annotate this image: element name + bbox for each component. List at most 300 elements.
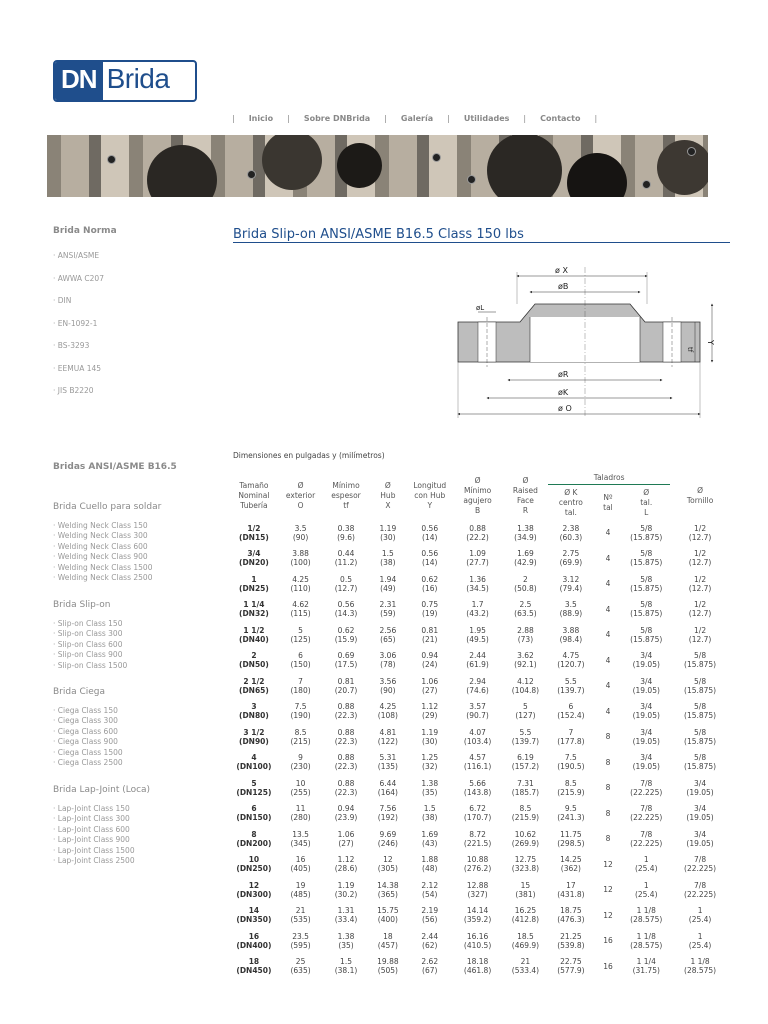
dimensions-note: Dimensiones en pulgadas y (milímetros) [233,451,385,460]
nav-item-0[interactable]: Inicio [248,114,274,123]
header-tf [323,472,368,520]
cell-line: (15.875) [684,736,717,746]
cell-line: (469.9) [511,940,540,950]
sidebar-link[interactable]: · Slip-on Class 150 [53,619,123,628]
table-row [230,903,730,929]
table-row [230,877,730,903]
nav-item-1[interactable]: Sobre DNBrida [303,114,371,123]
cell-k [548,826,593,852]
cell-line: (DN450) [236,966,272,976]
cell-line: 4.75 [562,651,580,661]
header-line: O [297,501,304,510]
cell-line: 12.75 [514,855,537,865]
cell-line: (38) [380,558,396,568]
cell-line: (19.05) [632,711,660,721]
cell-line: (79.4) [559,583,583,593]
cell-line: (19.05) [632,660,660,670]
sidebar-link[interactable]: · Welding Neck Class 1500 [53,562,153,572]
cell-line: 19 [295,880,306,890]
cell-line: (22.3) [334,762,358,772]
cell-line: (535) [290,915,311,925]
cell-line: (67) [422,966,438,976]
cell-n: 4 [605,681,611,691]
cell-line: 18 [383,931,393,941]
cell-size [230,546,278,572]
cell-x [369,954,407,980]
cell-n: 4 [605,706,611,716]
cell-line: (56) [422,915,438,925]
cell-line: 8.5 [294,727,307,737]
cell-b [452,750,502,776]
cell-line: 3/4 [640,676,653,686]
cell-line: (DN150) [236,813,272,823]
cell-line: (12.7) [688,634,712,644]
cell-b [452,622,502,648]
cell-line: (116.1) [463,762,492,772]
cell-line: 8.72 [469,829,486,839]
cell-k [548,877,593,903]
sidebar-link[interactable]: · Lap-Joint Class 600 [53,824,130,834]
cell-line: (431.8) [557,889,585,899]
cell-line: (215.9) [511,813,540,823]
cell-line: 0.56 [337,600,355,610]
sidebar-group-title: Brida Slip-on [53,600,111,610]
sidebar-link[interactable]: · Lap-Joint Class 2500 [53,856,135,865]
cell-n: 8 [605,834,611,844]
sidebar-link[interactable]: · Welding Neck Class 600 [53,541,148,551]
cell-o [278,954,323,980]
sidebar-link[interactable]: · Welding Neck Class 150 [53,521,148,530]
cell-line: 13.5 [292,829,309,839]
cell-b [452,724,502,750]
cell-r [503,622,548,648]
header-size [230,472,278,520]
header-n [594,485,623,521]
sidebar-link[interactable]: · Welding Neck Class 900 [53,552,148,562]
header-line: Longitud [413,481,447,490]
cell-line: (28.575) [630,915,663,925]
cell-x [369,877,407,903]
cell-tf [323,928,368,954]
cell-line: 6.72 [469,804,486,814]
cell-size [230,520,278,546]
cell-line: (476.3) [557,915,585,925]
cell-r [503,750,548,776]
cell-line: (22.3) [334,787,358,797]
nav-item-3[interactable]: Utilidades [463,114,510,123]
cell-line: (28.575) [684,966,717,976]
cell-line: (150) [290,660,311,670]
cell-size [230,826,278,852]
cell-x [369,826,407,852]
sidebar-link[interactable]: · Lap-Joint Class 1500 [53,845,135,855]
cell-o [278,622,323,648]
cell-line: (27.7) [466,558,489,568]
cell-line: (505) [377,966,398,976]
cell-line: 1.5 [381,549,394,559]
cell-n: 4 [605,604,611,614]
cell-line: 7/8 [694,880,707,890]
cell-line: 19.88 [377,957,399,967]
cell-k [548,724,593,750]
sidebar-link[interactable]: · Welding Neck Class 2500 [53,573,153,582]
flange-drawing [450,262,720,422]
cell-line: 3.62 [517,651,534,661]
cell-line: (362) [560,864,581,874]
cell-line: (28.6) [334,864,358,874]
cell-line: 6 [298,651,303,661]
cell-line: (35) [422,787,438,797]
cell-x [369,597,407,623]
cell-line: (139.7) [511,736,540,746]
label-o: ø O [558,404,572,413]
cell-line: 12 [383,855,393,865]
cell-line: (90) [292,532,309,542]
cell-line: 18.18 [466,957,489,967]
cell-size [230,597,278,623]
cell-line: 0.94 [421,651,439,661]
header-line: Hub [380,491,396,500]
cell-tf [323,852,368,878]
cell-x [369,571,407,597]
label-l: øL [476,304,485,312]
cell-line: (15.875) [684,660,717,670]
cell-line: (108) [377,711,398,721]
cell-line: (461.8) [463,966,492,976]
cell-line: (298.5) [557,838,585,848]
sidebar-norma-item[interactable]: · JIS B2220 [53,386,94,395]
cell-line: 1.7 [471,600,484,610]
cell-line: 5 [298,625,303,635]
cell-b [452,826,502,852]
sidebar-norma-item[interactable]: · EN-1092-1 [53,318,98,328]
cell-line: (595) [290,940,311,950]
logo-brida-text: Brida [106,63,170,94]
cell-line: (61.9) [466,660,489,670]
cell-line: 1 1/2 [243,625,265,635]
cell-line: (50.8) [514,583,537,593]
cell-line: 3/4 [694,778,707,788]
cell-l [622,597,670,623]
cell-line: 4 [251,753,257,763]
cell-line: (400) [377,915,398,925]
cell-line: 7/8 [640,804,653,814]
cell-line: 3/4 [640,651,653,661]
cell-line: (539.8) [557,940,585,950]
cell-t [670,877,730,903]
table-row [230,648,730,674]
sidebar-link[interactable]: · Lap-Joint Class 900 [53,835,130,845]
cell-line: (405) [290,864,311,874]
cell-line: 6 [251,804,257,814]
table-row [230,622,730,648]
cell-line: (54) [422,889,438,899]
cell-tf [323,571,368,597]
sidebar-link[interactable]: · Ciega Class 600 [53,726,118,736]
header-line: Mínimo [463,486,492,495]
cell-tf [323,877,368,903]
sidebar-link[interactable]: · Slip-on Class 900 [53,650,123,660]
cell-line: 0.94 [337,804,355,814]
cell-line: 7/8 [640,829,653,839]
cell-size [230,801,278,827]
cell-line: (12.7) [688,532,712,542]
cell-line: 4.25 [379,702,397,712]
cell-tf [323,724,368,750]
cell-y [407,775,452,801]
cell-size [230,954,278,980]
header-l [622,485,670,521]
cell-o [278,775,323,801]
cell-line: (305) [377,864,398,874]
cell-line: (139.7) [557,685,585,695]
cell-line: 1 [697,906,703,916]
cell-n: 16 [603,936,613,946]
cell-line: 2.75 [562,549,580,559]
cell-l [622,903,670,929]
cell-line: (22.3) [334,711,358,721]
cell-line: 2.44 [421,931,439,941]
header-line: tal. [640,497,653,507]
cell-line: 2.44 [469,651,486,661]
cell-line: (103.4) [463,736,492,746]
label-r: øR [558,370,569,379]
cell-line: (74.6) [466,685,489,695]
sidebar-link[interactable]: · Lap-Joint Class 300 [53,814,130,824]
sidebar-link[interactable]: · Slip-on Class 600 [53,639,123,649]
cell-line: 14.14 [466,906,489,916]
cell-o [278,750,323,776]
cell-tf [323,826,368,852]
cell-n: 4 [605,579,611,589]
cell-size [230,622,278,648]
nav-item-2[interactable]: Galería [400,114,434,123]
cell-o [278,903,323,929]
cell-line: 4.07 [469,727,486,737]
sidebar-link[interactable]: · Ciega Class 1500 [53,747,123,757]
cell-line: 1.5 [340,957,352,967]
cell-line: (157.2) [511,762,540,772]
cell-line: 1/2 [694,600,707,610]
sidebar-norma-item[interactable]: · ANSI/ASME [53,251,100,260]
cell-l [622,546,670,572]
cell-l [622,928,670,954]
header-line: Y [427,501,433,510]
sidebar-norma-item[interactable]: · EEMUA 145 [53,363,102,373]
cell-line: (192) [377,813,398,823]
cell-line: 3.5 [564,600,577,610]
cell-line: 18 [248,957,260,967]
cell-line: 0.56 [421,523,439,533]
cell-k [548,954,593,980]
cell-size [230,877,278,903]
cell-t [670,622,730,648]
cell-line: (63.5) [514,609,537,619]
sidebar-link[interactable]: · Ciega Class 900 [53,737,118,747]
cell-line: 0.88 [337,778,355,788]
header-line: agujero [463,496,492,505]
cell-y [407,546,452,572]
cell-line: 5/8 [694,753,707,763]
cell-line: (35) [338,940,354,950]
cell-line: 3.5 [294,523,307,533]
header-line: Tubería [240,501,268,510]
cell-tf [323,520,368,546]
cell-line: 2 [523,574,528,584]
sidebar-norma-item[interactable]: · BS-3293 [53,341,90,350]
cell-line: (DN90) [239,736,269,746]
cell-line: (43.2) [466,609,489,619]
cell-t [670,801,730,827]
header-line: Ø [643,487,650,497]
sidebar-link[interactable]: · Lap-Joint Class 150 [53,804,130,813]
cell-line: (215) [290,736,311,746]
cell-line: (115) [290,609,311,619]
cell-line: (59) [380,609,396,619]
cell-line: (24) [422,660,438,670]
cell-line: (23.9) [334,813,358,823]
cell-o [278,520,323,546]
sidebar-link[interactable]: · Ciega Class 150 [53,706,118,715]
cell-line: 6.19 [517,753,534,763]
cell-line: 1/2 [694,523,707,533]
cell-line: (164) [377,787,398,797]
cell-size [230,699,278,725]
cell-l [622,750,670,776]
cell-r [503,903,548,929]
cell-line: 3/4 [694,829,707,839]
cell-line: 1 [251,574,257,584]
cell-line: 0.44 [337,549,355,559]
cell-line: 1.19 [421,727,439,737]
cell-line: (412.8) [511,915,540,925]
cell-line: 1.95 [469,625,486,635]
cell-line: (170.7) [463,813,492,823]
cell-x [369,724,407,750]
cell-line: (DN50) [239,660,269,670]
cell-y [407,954,452,980]
cell-line: (127) [515,711,536,721]
table-row [230,826,730,852]
sidebar-link[interactable]: · Welding Neck Class 300 [53,531,148,541]
cell-line: (122) [377,736,398,746]
cell-line: (92.1) [514,660,537,670]
cell-x [369,673,407,699]
header-b [452,472,502,520]
cell-line: 17 [566,880,576,890]
banner-image [47,135,708,197]
cell-y [407,750,452,776]
cell-t [670,571,730,597]
cell-line: (110) [290,583,311,593]
cell-line: (19.05) [632,685,660,695]
cell-line: 2.5 [519,600,532,610]
cell-line: 1 1/8 [636,931,656,941]
header-line: X [385,501,391,510]
cell-line: (25.4) [634,889,658,899]
sidebar-link[interactable]: · Ciega Class 300 [53,716,118,726]
cell-line: (42.9) [514,558,537,568]
cell-line: (100) [290,558,311,568]
cell-line: (15.875) [630,609,663,619]
cell-line: 5.5 [519,727,532,737]
label-k: øK [558,388,569,397]
cell-line: 3/4 [694,804,707,814]
cell-line: 10.88 [466,855,489,865]
cell-tf [323,954,368,980]
cell-n: 8 [605,732,611,742]
cell-line: 0.81 [337,676,355,686]
table-row [230,520,730,546]
cell-tf [323,903,368,929]
cell-line: 2.56 [379,625,397,635]
cell-line: (22.225) [684,864,717,874]
cell-o [278,928,323,954]
cell-line: 8.5 [564,778,577,788]
header-line: B [475,506,481,515]
cell-line: (90) [380,685,396,695]
cell-line: (DN15) [239,532,269,542]
cell-line: (21) [422,634,438,644]
cell-line: (241.3) [557,813,585,823]
cell-line: 5/8 [640,549,653,559]
cell-line: 0.88 [469,523,486,533]
cell-line: (DN400) [236,940,272,950]
cell-line: 4.25 [292,574,309,584]
cell-n: 12 [603,910,613,920]
cell-line: (DN65) [239,685,269,695]
cell-line: 2.38 [562,523,580,533]
cell-y [407,801,452,827]
cell-line: (98.4) [559,634,583,644]
cell-line: 0.81 [421,625,439,635]
sidebar-link[interactable]: · Slip-on Class 1500 [53,660,128,670]
header-line: Ø K [564,487,578,497]
sidebar-link[interactable]: · Slip-on Class 300 [53,629,123,639]
cell-r [503,724,548,750]
cell-o [278,877,323,903]
sidebar-norma-item[interactable]: · AWWA C207 [53,273,104,283]
cell-line: 11.75 [560,829,582,839]
cell-line: 1 1/8 [636,906,656,916]
cell-t [670,775,730,801]
cell-b [452,852,502,878]
cell-r [503,852,548,878]
cell-x [369,648,407,674]
cell-t [670,597,730,623]
cell-b [452,648,502,674]
cell-t [670,750,730,776]
sidebar-link[interactable]: · Ciega Class 2500 [53,758,123,767]
cell-l [622,826,670,852]
cell-line: (15.875) [630,532,663,542]
cell-line: (457) [377,940,398,950]
cell-size [230,673,278,699]
cell-line: (28.575) [630,940,663,950]
table-row [230,699,730,725]
dnbrida-logo[interactable] [53,60,197,102]
cell-line: (88.9) [559,609,583,619]
cell-line: (43) [422,838,438,848]
cell-line: 5.66 [469,778,486,788]
cell-l [622,520,670,546]
page-title: Brida Slip-on ANSI/ASME B16.5 Class 150 lbs [233,227,524,242]
cell-line: (125) [290,634,311,644]
nav-item-4[interactable]: Contacto [540,114,581,123]
cell-line: 6.44 [379,778,397,788]
sidebar-norma-item[interactable]: · DIN [53,296,72,305]
cell-o [278,801,323,827]
